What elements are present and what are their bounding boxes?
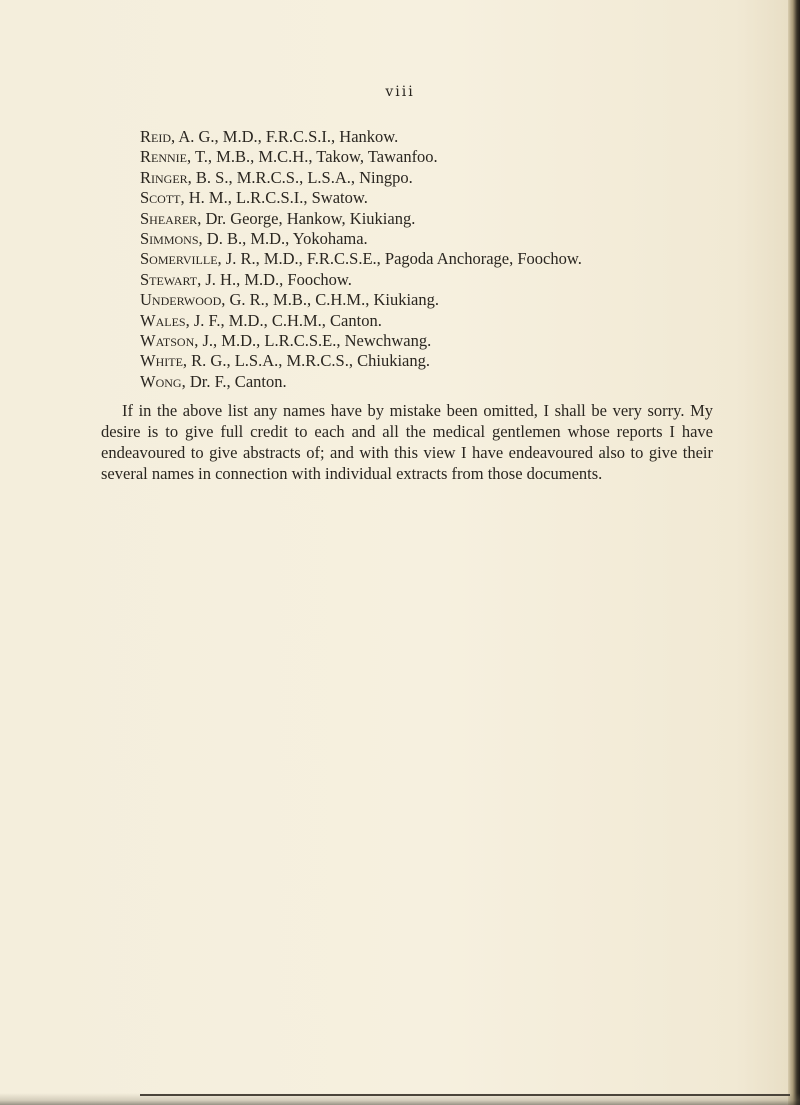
entry-details: , A. G., M.D., F.R.C.S.I., Hankow. [171,127,399,146]
entry-surname: Scott [140,188,181,208]
list-item [140,147,780,167]
page-spine-edge [788,0,800,1105]
entry-details: , T., M.B., M.C.H., Takow, Tawanfoo. [187,147,438,167]
entry-surname: Wales [140,310,186,330]
list-item [140,127,780,147]
page-number: viii [385,84,415,100]
entry-details: , D. B., M.D., Yokohama. [198,229,368,249]
entry-surname: White [140,351,183,371]
entry-details: , G. R., M.B., C.H.M., Kiukiang. [221,290,439,310]
list-item [140,270,780,290]
list-item [140,372,780,392]
contributor-list [140,127,780,392]
list-item [140,249,780,269]
entry-surname: Stewart [140,269,198,289]
entry-details: , J., M.D., L.R.C.S.E., Newchwang. [194,331,432,351]
list-item [140,168,780,188]
entry-surname: Ringer [140,167,188,187]
bottom-rule [140,1094,790,1096]
entry-surname: Reid [140,127,171,146]
entry-details: , Dr. F., Canton. [181,371,287,391]
entry-details: , B. S., M.R.C.S., L.S.A., Ningpo. [187,167,413,187]
entry-details: , J. F., M.D., C.H.M., Canton. [185,310,382,330]
list-item [140,229,780,249]
entry-surname: Underwood [140,290,222,310]
entry-details: , H. M., L.R.C.S.I., Swatow. [180,188,368,208]
entry-surname: Wong [140,371,182,391]
closing-paragraph: If in the above list any names have by mistake been omitted, I shall be very sorry. My desire is to give full credit to each and all the medical gentlemen whose reports I have endeavoured to give abstracts of; and with this view I have endeavoured also to give their several names in connection with individual extracts from those documents. [101,401,713,483]
entry-surname: Rennie [140,147,187,167]
list-item [140,188,780,208]
entry-surname: Watson [140,331,195,351]
entry-details: , J. H., M.D., Foochow. [197,269,352,289]
entry-details: , R. G., L.S.A., M.R.C.S., Chiukiang. [182,351,430,371]
entry-surname: Simmons [140,229,199,249]
entry-surname: Somerville [140,249,218,269]
list-item [140,331,780,351]
entry-surname: Shearer [140,208,198,228]
list-item [140,290,780,310]
list-item [140,209,780,229]
entry-details: , J. R., M.D., F.R.C.S.E., Pagoda Anchorage, Foochow. [217,249,582,269]
list-item [140,311,780,331]
entry-details: , Dr. George, Hankow, Kiukiang. [197,208,416,228]
list-item [140,351,780,371]
